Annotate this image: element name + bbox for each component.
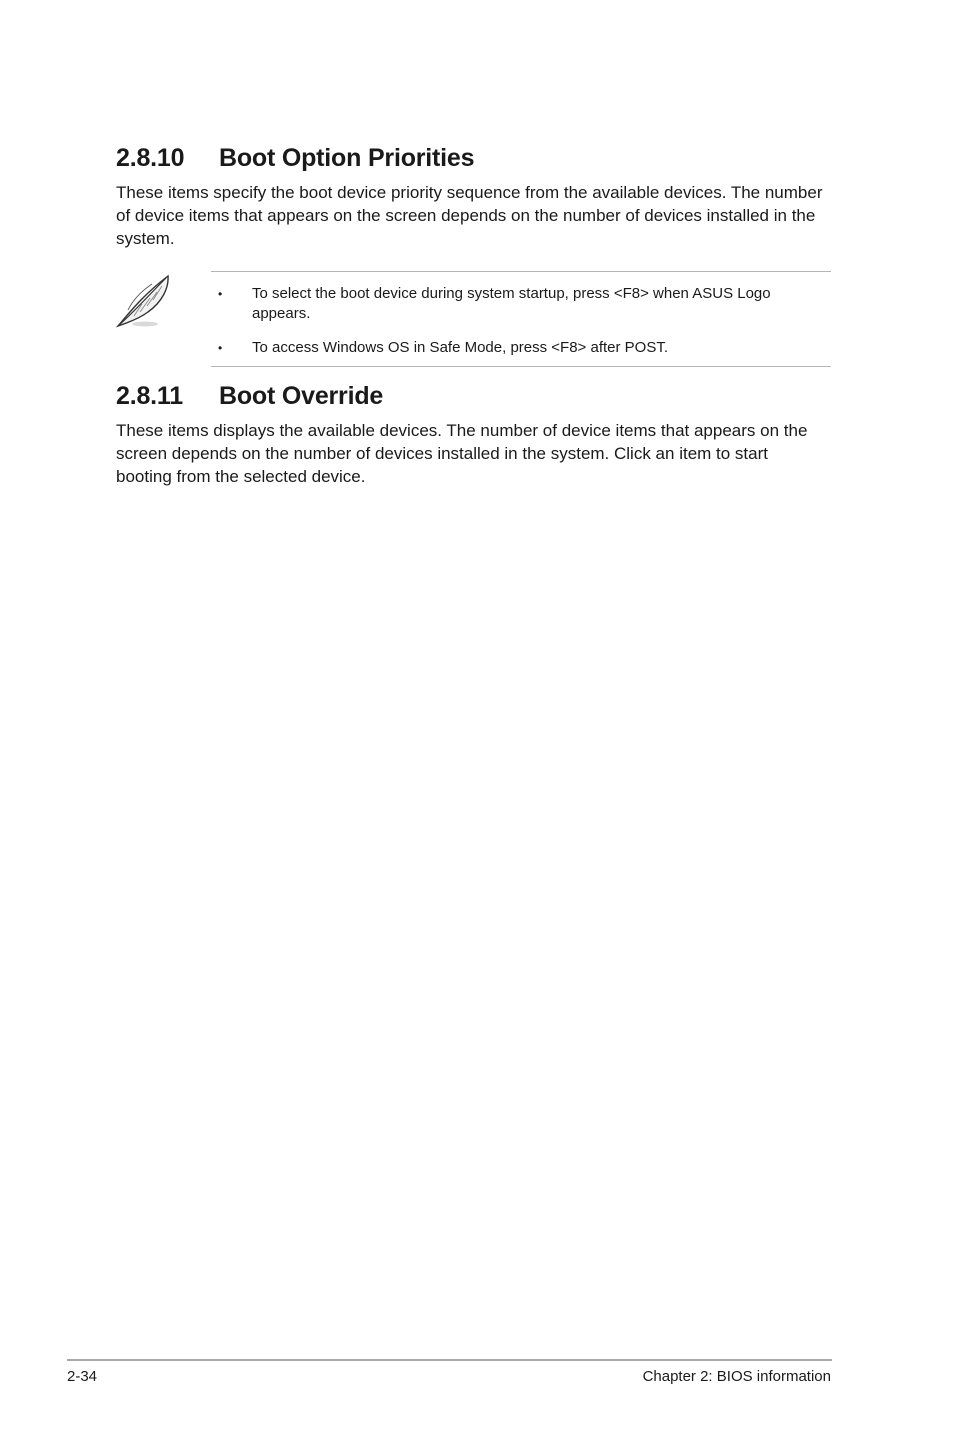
feather-quill-icon: [112, 272, 174, 332]
note-item: [218, 284, 818, 324]
section-title: Boot Option Priorities: [219, 144, 475, 172]
note-item-text: To access Windows OS in Safe Mode, press <F8> after POST.: [252, 339, 669, 356]
footer-divider: [67, 1359, 832, 1361]
section-body-boot-override: These items displays the available devices. The number of device items that appears on the screen depends on the number of devices installed in the system. Click an item to start booting from the selected device.: [116, 421, 808, 486]
note-bottom-divider: [211, 366, 831, 367]
section-body-boot-option-priorities: These items specify the boot device priority sequence from the available devices. The number of device items that appears on the screen depends on the number of devices installed in the system.: [116, 183, 823, 248]
note-top-divider: [211, 271, 831, 272]
note-item: [218, 338, 818, 358]
note-item-text: To select the boot device during system startup, press <F8> when ASUS Logo appears.: [252, 285, 771, 322]
section-title: Boot Override: [219, 382, 384, 410]
section-number: 2.8.11: [116, 382, 183, 410]
section-heading-boot-override: [116, 382, 383, 411]
section-number: 2.8.10: [116, 144, 185, 172]
chapter-title: Chapter 2: BIOS information: [642, 1368, 831, 1385]
bullet: •: [218, 341, 223, 355]
section-heading-boot-option-priorities: [116, 144, 474, 173]
page-number: 2-34: [67, 1368, 98, 1385]
bullet: •: [218, 287, 223, 301]
